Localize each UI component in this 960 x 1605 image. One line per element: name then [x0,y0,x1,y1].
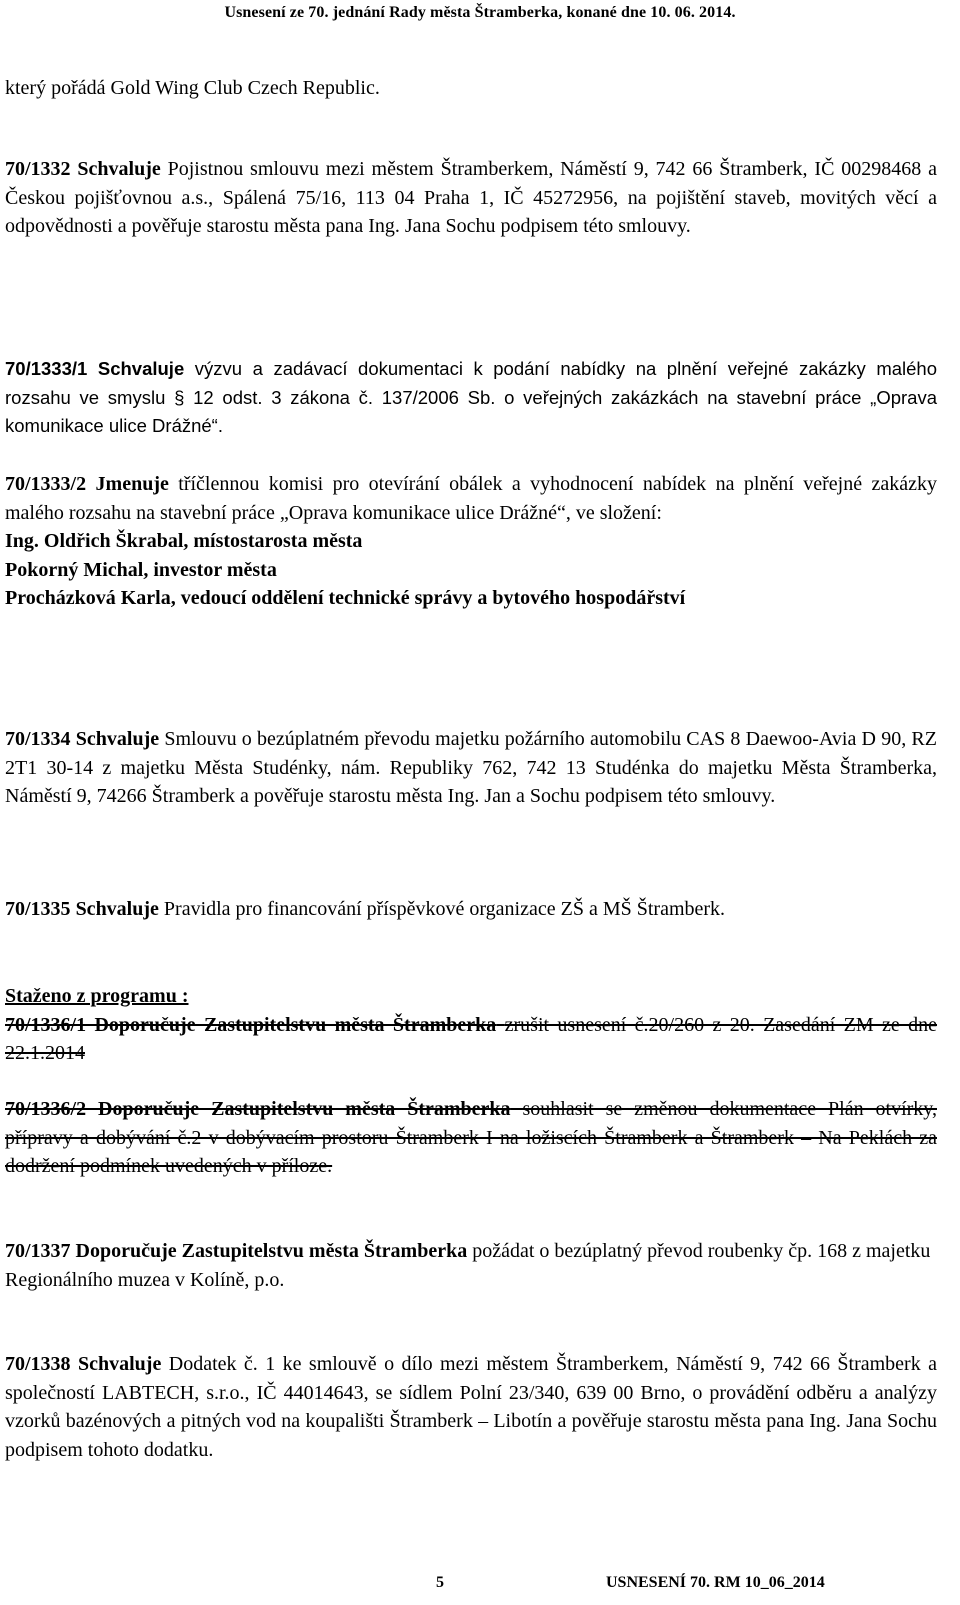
resolution-text: Dodatek č. 1 ke smlouvě o dílo mezi městem Štramberkem, Náměstí 9, 742 66 Štramberk a společností LABTECH, s.r.o., IČ 44014643, se sídlem Polní 23/340, 639 00 Brno, o provádění odběru a analýzy vzorků bazénových a pitných vod na koupališti Štramberk – Libotín a pověřuje starostu města pana Ing. Jana Sochu podpisem tohoto dodatku. [5,1353,938,1461]
paragraph-text: který pořádá Gold Wing Club Czech Republic. [5,77,380,99]
resolution-70-1333-2 [5,470,937,613]
resolution-verb: Schvaluje [97,358,185,379]
footer-document-id: USNESENÍ 70. RM 10_06_2014 [606,1574,825,1591]
resolution-70-1337 [5,1237,937,1294]
resolution-verb: Schvaluje [77,158,161,180]
resolution-70-1334 [5,725,937,811]
resolution-lead: 70/1337 Doporučuje Zastupitelstvu města Štramberka [5,1240,468,1262]
resolution-lead: 70/1336/2 Doporučuje Zastupitelstvu města Štramberka [5,1098,511,1120]
resolution-70-1338 [5,1350,937,1464]
resolution-number: 70/1334 [5,728,71,750]
resolution-verb: Schvaluje [75,898,159,920]
resolution-70-1336-1 [5,1011,937,1068]
resolution-70-1332 [5,155,937,241]
resolution-text: Pojistnou smlouvu mezi městem Štramberkem, Náměstí 9, 742 66 Štramberk, IČ 00298468 a Českou pojišťovnou a.s., Spálená 75/16, 113 04 Praha 1, IČ 45272956, na pojištění staveb, movitých věcí a odpovědnosti a pověřuje starostu města pana Ing. Jana Sochu podpisem této smlouvy. [5,158,937,237]
resolution-verb: Schvaluje [75,728,160,750]
resolution-number: 70/1338 [5,1353,71,1375]
resolution-70-1336-2 [5,1095,937,1181]
page-number: 5 [436,1574,444,1591]
resolution-text: Pravidla pro financování příspěvkové organizace ZŠ a MŠ Štramberk. [163,898,726,920]
resolution-text: Smlouvu o bezúplatném převodu majetku požárního automobilu CAS 8 Daewoo-Avia D 90, RZ 2T1 30-14 z majetku Města Studénky, nám. Republiky 762, 742 13 Studénka do majetku Města Štramberka, Náměstí 9, 74266 Štramberk a pověřuje starostu města Ing. Jan a Sochu podpisem této smlouvy. [5,728,937,807]
page-header: Usnesení ze 70. jednání Rady města Štramberka, konané dne 10. 06. 2014. [224,4,736,21]
resolution-verb: Schvaluje [77,1353,162,1375]
resolution-number: 70/1333/1 [5,358,88,379]
resolution-70-1335 [5,895,937,924]
resolution-text: zrušit usnesení č.20/260 z 20. Zasedání ZM ze dne 22.1.2014 [5,1013,938,1064]
resolution-number: 70/1335 [5,898,71,920]
resolution-text: výzvu a zadávací dokumentaci k podání nabídky na plnění veřejné zakázky malého rozsahu ve smyslu § 12 odst. 3 zákona č. 137/2006 Sb. o veřejných zakázkách na stavební práce „Oprava komunikace ulice Drážné“. [5,358,938,436]
withdrawn-section [5,982,937,1068]
committee-member: Ing. Oldřich Škrabal, místostarosta města [5,530,363,552]
committee-member: Procházková Karla, vedoucí oddělení technické správy a bytového hospodářství [5,587,686,609]
resolution-text: souhlasit se změnou dokumentace Plán otvírky, přípravy a dobývání č.2 v dobývacím prostoru Štramberk I na ložiscích Štramberk a Štramberk – Na Peklách za dodržení podmínek uvedených v příloze. [5,1098,937,1177]
continuation-paragraph [5,74,937,103]
resolution-70-1333-1 [5,355,937,441]
resolution-number: 70/1332 [5,158,71,180]
resolution-text: tříčlennou komisi pro otevírání obálek a vyhodnocení nabídek na plnění veřejné zakázky malého rozsahu na stavební práce „Oprava komunikace ulice Drážné“, ve složení: [5,473,938,524]
resolution-number: 70/1333/2 [5,473,87,495]
resolution-text: požádat o bezúplatný převod roubenky čp. 168 z majetku Regionálního muzea v Kolíně, p.o. [5,1240,931,1291]
withdrawn-heading: Staženo z programu : [5,985,189,1007]
committee-member: Pokorný Michal, investor města [5,558,277,581]
resolution-lead: 70/1336/1 Doporučuje Zastupitelstvu města Štramberka [5,1013,497,1036]
resolution-verb: Jmenuje [95,473,169,495]
